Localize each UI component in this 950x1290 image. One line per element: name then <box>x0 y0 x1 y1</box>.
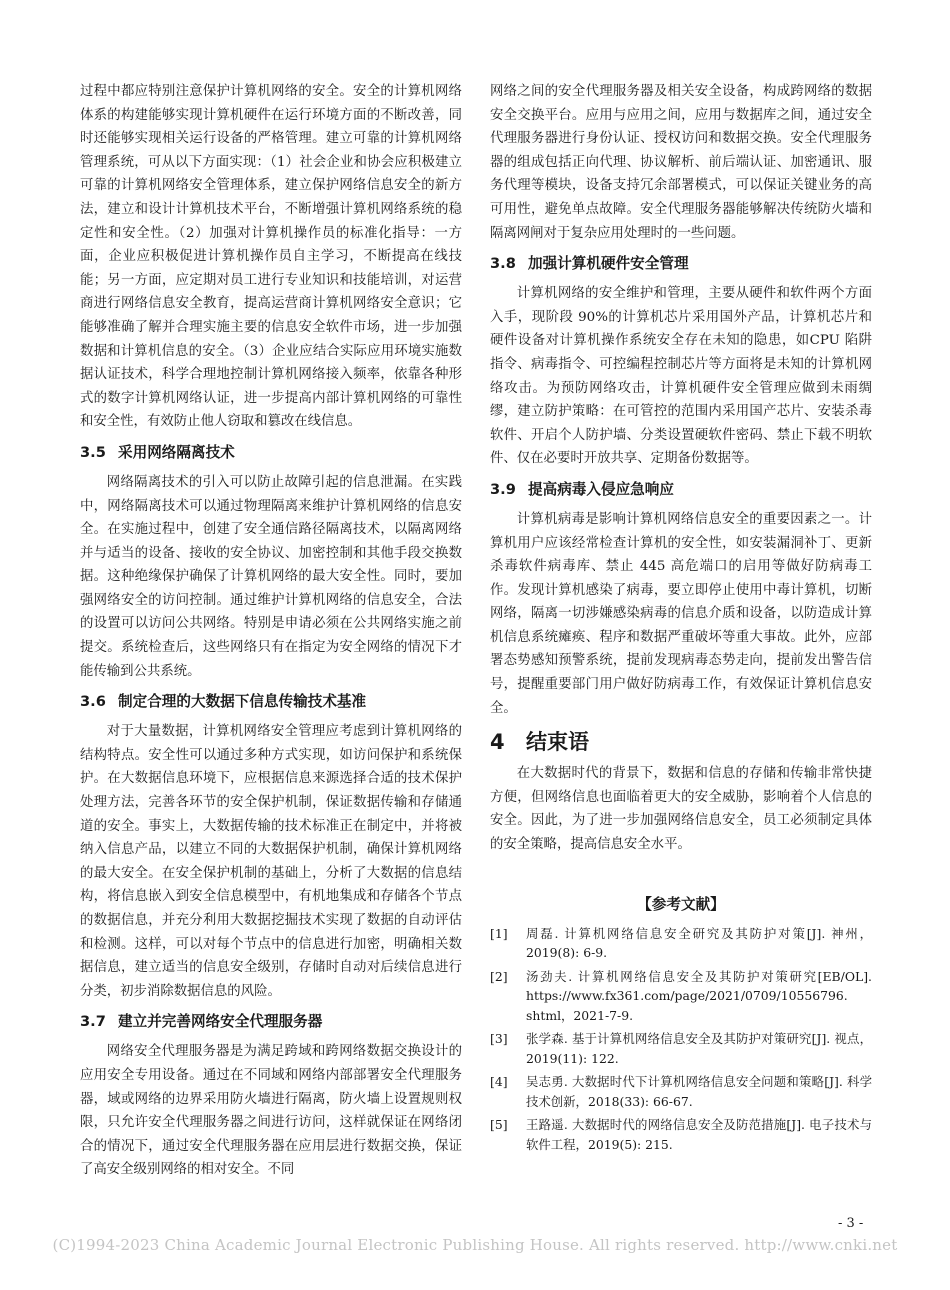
section-body-3-6: 对于大量数据，计算机网络安全管理应考虑到计算机网络的结构特点。安全性可以通过多种方式实现，如访问保护和系统保护。在大数据信息环境下，应根据信息来源选择合适的技术保护处理方法，完善各环节的安全保护机制，保证数据传输和存储通道的安全。事实上，大数据传输的技术标准正在制定中，并将被纳入信息产品，以建立不同的大数据保护机制，确保计算机网络的最大安全。在安全保护机制的基础上，分析了大数据的信息结构，将信息嵌入到安全信息模型中，有机地集成和存储各个节点的数据信息，并充分利用大数据挖掘技术实现了数据的自动评估和检测。这样，可以对每个节点中的信息进行加密，明确相关数据信息，建立适当的信息安全级别，存储时自动对后续信息进行分类，初步消除数据信息的风险。 <box>80 724 462 999</box>
section-body-3-9: 计算机病毒是影响计算机网络信息安全的重要因素之一。计算机用户应该经常检查计算机的安全性，如安装漏洞补丁、更新杀毒软件病毒库、禁止 445 高危端口的启用等做好防病毒工作。发现计算机感染了病毒，要立即停止使用中毒计算机，切断网络，隔离一切涉嫌感染病毒的信息介质和设备，以防造成计算机信息系统瘫痪、程序和数据严重破坏等重大事故。此外，应部署态势感知预警系统，提前发现病毒态势走向，提前发出警告信号，提醒重要部门用户做好防病毒工作，有效保证计算机信息安全。 <box>490 511 872 716</box>
reference-text: 汤劲夫. 计算机网络信息安全及其防护对策研究[EB/OL]. https://www.fx361.com/page/2021/0709/10556796. shtml，2021-7-9. <box>526 968 872 1023</box>
reference-item <box>490 1029 872 1068</box>
reference-item <box>490 924 872 963</box>
section-number: 3.5 <box>80 443 106 461</box>
section-title: 加强计算机硬件安全管理 <box>528 255 689 273</box>
reference-text: 吴志勇. 大数据时代下计算机网络信息安全问题和策略[J]. 科学技术创新，2018(33): 66-67. <box>526 1074 872 1109</box>
right-column <box>490 80 872 1158</box>
section-heading-3-6 <box>80 689 462 715</box>
section-heading-4 <box>490 726 872 758</box>
reference-item <box>490 1072 872 1111</box>
reference-number: [5] <box>490 1117 508 1133</box>
section-heading-3-7 <box>80 1009 462 1035</box>
reference-text: 王路遥. 大数据时代的网络信息安全及防范措施[J]. 电子技术与软件工程，2019(5): 215. <box>526 1117 872 1152</box>
reference-item <box>490 967 872 1026</box>
section-number: 3.6 <box>80 693 106 711</box>
reference-number: [3] <box>490 1031 508 1047</box>
section-heading-3-9 <box>490 477 872 503</box>
section-title: 制定合理的大数据下信息传输技术基准 <box>118 693 367 711</box>
section-number: 3.8 <box>490 255 516 273</box>
reference-item <box>490 1115 872 1154</box>
reference-number: [2] <box>490 968 508 984</box>
reference-text: 张学森. 基于计算机网络信息安全及其防护对策研究[J]. 视点，2019(11): 122. <box>526 1031 872 1066</box>
left-column <box>80 80 462 1182</box>
section-body-3-7-continued: 网络之间的安全代理服务器及相关安全设备，构成跨网络的数据安全交换平台。应用与应用之间，应用与数据库之间，通过安全代理服务器进行身份认证、授权访问和数据交换。安全代理服务器的组成包括正向代理、协议解析、前后端认证、加密通讯、服务代理等模块，设备支持冗余部署模式，可以保证关键业务的高可用性，避免单点故障。安全代理服务器能够解决传统防火墙和隔离网闸对于复杂应用处理时的一些问题。 <box>490 84 872 241</box>
page-number: - 3 - <box>838 1216 864 1231</box>
section-title: 提高病毒入侵应急响应 <box>528 480 674 498</box>
references-title: 【参考文献】 <box>637 895 725 913</box>
intro-paragraph: 过程中都应特别注意保护计算机网络的安全。安全的计算机网络体系的构建能够实现计算机硬件在运行环境方面的不断改善，同时还能够实现相关运行设备的严格管理。建立可靠的计算机网络管理系统，可从以下方面实现：（1）社会企业和协会应积极建立可靠的计算机网络安全管理体系，建立保护网络信息安全的新方法，建立和设计计算机技术平台，不断增强计算机网络系统的稳定性和安全性。（2）加强对计算机操作员的标准化指导：一方面，企业应积极促进计算机操作员自主学习，不断提高在线技能；另一方面，应定期对员工进行专业知识和技能培训，对运营商进行网络信息安全教育，提高运营商计算机网络安全意识；它能够准确了解并合理实施主要的信息安全软件市场，进一步加强数据和计算机信息的安全。（3）企业应结合实际应用环境实施数据认证技术，科学合理地控制计算机网络接入频率，依靠各种形式的数字计算机网络认证，进一步提高内部计算机网络的可靠性和安全性，有效防止他人窃取和篡改在线信息。 <box>80 84 462 430</box>
section-title: 结束语 <box>526 730 589 755</box>
section-heading-3-8 <box>490 251 872 277</box>
section-number: 3.7 <box>80 1013 106 1031</box>
section-title: 采用网络隔离技术 <box>118 443 235 461</box>
section-body-3-7: 网络安全代理服务器是为满足跨域和跨网络数据交换设计的应用安全专用设备。通过在不同域和网络内部部署安全代理服务器，域或网络的边界采用防火墙进行隔离，防火墙上设置规则权限，只允许安全代理服务器之间进行访问，这样就保证在网络闭合的情况下，通过安全代理服务器在应用层进行数据交换，保证了高安全级别网络的相对安全。不同 <box>80 1044 462 1178</box>
reference-number: [4] <box>490 1074 508 1090</box>
footer-copyright: (C)1994-2023 China Academic Journal Electronic Publishing House. All rights reserved. http://www.cnki.net <box>52 1236 898 1254</box>
section-title: 建立并完善网络安全代理服务器 <box>118 1013 323 1031</box>
section-body-3-8: 计算机网络的安全维护和管理，主要从硬件和软件两个方面入手，现阶段 90%的计算机芯片采用国外产品，计算机芯片和硬件设备对计算机操作系统安全存在未知的隐患，如CPU 陷阱指令、病毒指令、可控编程控制芯片等方面将是未知的计算机网络攻击。为预防网络攻击，计算机硬件安全管理应做到未雨绸缪，建立防护策略：在可管控的范围内采用国产芯片、安装杀毒软件、开启个人防护墙、分类设置硬软件密码、禁止下载不明软件、仅在必要时开放共享、定期备份数据等。 <box>490 286 872 467</box>
section-body-3-5: 网络隔离技术的引入可以防止故障引起的信息泄漏。在实践中，网络隔离技术可以通过物理隔离来维护计算机网络的信息安全。在实施过程中，创建了安全通信路径隔离技术，以隔离网络并与适当的设备、接收的安全协议、加密控制和其他手段交换数据。这种绝缘保护确保了计算机网络的最大安全性。同时，要加强网络安全的访问控制。通过维护计算机网络的信息安全，合法的设置可以访问公共网络。特别是申请必须在公共网络实施之前提交。系统检查后，这些网络只有在指定为安全网络的情况下才能传输到公共系统。 <box>80 474 462 679</box>
references-list <box>490 924 872 1155</box>
reference-text: 周磊. 计算机网络信息安全研究及其防护对策[J]. 神州，2019(8): 6-9. <box>526 925 872 961</box>
section-heading-3-5 <box>80 440 462 466</box>
section-number: 3.9 <box>490 480 516 498</box>
reference-number: [1] <box>490 925 508 941</box>
section-body-4: 在大数据时代的背景下，数据和信息的存储和传输非常快捷方便，但网络信息也面临着更大的安全威胁，影响着个人信息的安全。因此，为了进一步加强网络信息安全，员工必须制定具体的安全策略，提高信息安全水平。 <box>490 766 872 853</box>
section-number: 4 <box>490 730 505 755</box>
